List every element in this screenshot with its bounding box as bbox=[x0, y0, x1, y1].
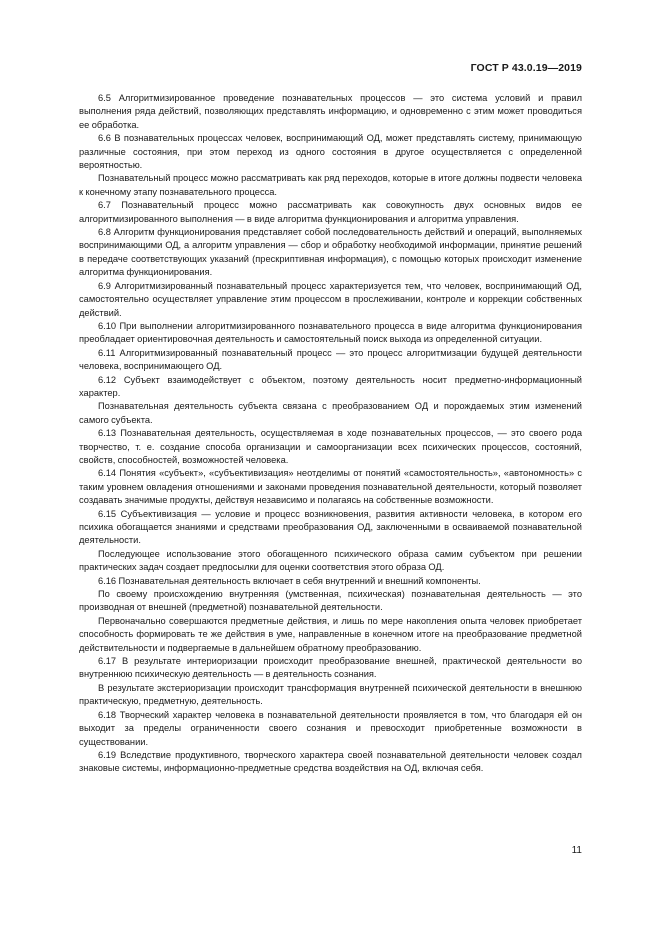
paragraph: 6.14 Понятия «субъект», «субъективизация» неотделимы от понятий «самостоятельность», «автономность» с таким уровнем овладения отношениями и законами проведения познавательной деятельности, который позволяет создавать значимые продукты, действуя независимо и полагаясь на собственные возможности. bbox=[79, 468, 582, 506]
paragraph: Познавательный процесс можно рассматривать как ряд переходов, которые в итоге должны подвести человека к конечному этапу познавательного процесса. bbox=[79, 173, 582, 197]
paragraph: 6.7 Познавательный процесс можно рассматривать как совокупность двух основных видов ее алгоритмизированного выполнения — в виде алгоритма функционирования и алгоритма управления. bbox=[79, 200, 582, 224]
paragraph: 6.8 Алгоритм функционирования представляет собой последовательность действий и операций, выполняемых воспринимающими ОД, а алгоритм управления — сбор и обработку необходимой информации, принятие решений в передаче соответствующих указаний (прескриптивная информация), с помощью которых происходит изменение алгоритма функционирования. bbox=[79, 227, 582, 278]
paragraph: Последующее использование этого обогащенного психического образа самим субъектом при решении практических задач создает предпосылки для оценки соответствия этого образа ОД. bbox=[79, 548, 582, 573]
paragraph: По своему происхождению внутренняя (умственная, психическая) познавательная деятельность — это производная от внешней (предметной) познавательной деятельности. bbox=[79, 589, 582, 613]
paragraph: 6.18 Творческий характер человека в познавательной деятельности проявляется в том, что благодаря ей он выходит за пределы ограниченности своего сознания и превосходит приобретенные возможности в существовании. bbox=[79, 709, 582, 747]
paragraph: Первоначально совершаются предметные действия, и лишь по мере накопления опыта человек приобретает способность формировать те же действия в уме, направленные в конечном итоге на преобразование предметной действительности и подвергаемые в дальнейшем обратному преобразованию. bbox=[79, 615, 582, 653]
paragraph: 6.15 Субъективизация — условие и процесс возникновения, развития активности человека, в котором его психика обогащается знаниями и средствами преобразования ОД, заключенными в осваиваемой познавательной деятельности. bbox=[79, 508, 582, 546]
paragraph: Познавательная деятельность субъекта связана с преобразованием ОД и порождаемых этим изменений самого субъекта. bbox=[79, 401, 582, 425]
paragraph: 6.11 Алгоритмизированный познавательный процесс — это процесс алгоритмизации будущей деятельности человека, воспринимающего ОД. bbox=[79, 347, 582, 372]
page-number: 11 bbox=[571, 845, 582, 856]
document-body bbox=[79, 92, 582, 776]
paragraph: 6.9 Алгоритмизированный познавательный процесс характеризуется тем, что человек, воспринимающий ОД, самостоятельно осуществляет управление этим процессом в прослеживании, контроле и коррекции собственных действий. bbox=[79, 280, 582, 318]
paragraph: 6.13 Познавательная деятельность, осуществляемая в ходе познавательных процессов, — это своего рода творчество, т. е. создание способа организации и самоорганизации всех психических процессов, состояний, свойств, способностей, возможностей человека. bbox=[79, 428, 582, 465]
paragraph: 6.16 Познавательная деятельность включает в себя внутренний и внешний компоненты. bbox=[98, 575, 481, 586]
paragraph: 6.5 Алгоритмизированное проведение познавательных процессов — это система условий и правил выполнения ряда действий, позволяющих представлять информацию, и одновременно с этим может проводиться ее обработка. bbox=[79, 93, 582, 130]
paragraph: 6.6 В познавательных процессах человек, воспринимающий ОД, может представлять систему, принимающую различные состояния, при этом переход из одного состояния в другое осуществляется с определенной вероятностью. bbox=[79, 133, 582, 171]
paragraph: 6.17 В результате интериоризации происходит преобразование внешней, практической деятельности во внутреннюю психическую деятельность — в деятельность сознания. bbox=[79, 656, 582, 680]
document-code: ГОСТ Р 43.0.19—2019 bbox=[470, 62, 582, 74]
paragraph: 6.12 Субъект взаимодействует с объектом, поэтому деятельность носит предметно-информационный характер. bbox=[79, 374, 582, 398]
paragraph: 6.19 Вследствие продуктивного, творческого характера своей познавательной деятельности человек создал знаковые системы, информационно-предметные средства воздействия на ОД, включая себя. bbox=[79, 749, 582, 774]
paragraph: В результате экстериоризации происходит трансформация внутренней психической деятельности в внешнюю практическую, предметную, деятельность. bbox=[79, 682, 582, 707]
paragraph: 6.10 При выполнении алгоритмизированного познавательного процесса в виде алгоритма функционирования преобладает ориентировочная деятельность и самостоятельный поиск выхода из определенной ситуации. bbox=[79, 320, 582, 345]
